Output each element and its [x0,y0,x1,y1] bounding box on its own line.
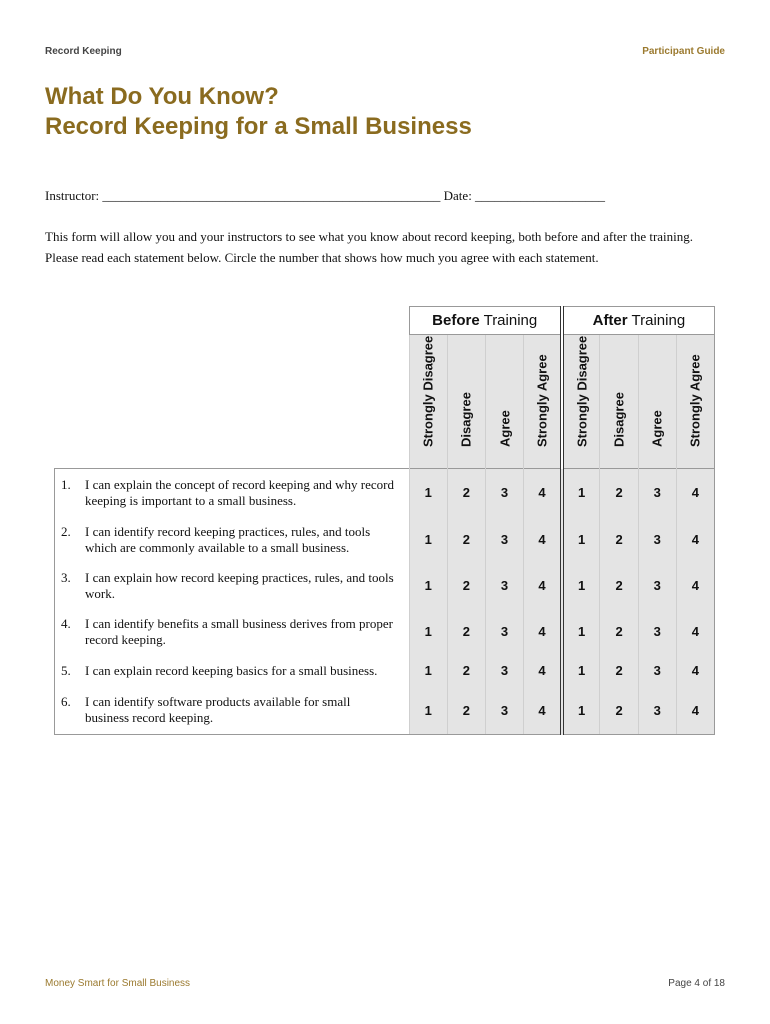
rating-after-1[interactable]: 1 [562,655,600,687]
rating-before-4[interactable]: 4 [524,563,562,609]
rating-after-4[interactable]: 4 [676,609,714,655]
rating-after-3[interactable]: 3 [638,687,676,735]
footer-page-number: Page 4 of 18 [668,978,725,989]
rating-after-1[interactable]: 1 [562,469,600,517]
rating-after-1[interactable]: 1 [562,687,600,735]
rating-before-1[interactable]: 1 [409,469,447,517]
col-after-agree: Agree [638,335,676,469]
rating-before-1[interactable]: 1 [409,563,447,609]
table-row [55,609,715,655]
rating-after-1[interactable]: 1 [562,609,600,655]
col-before-agree: Agree [485,335,523,469]
col-before-strongly-agree: Strongly Agree [524,335,562,469]
rating-after-3[interactable]: 3 [638,517,676,563]
table-row [55,563,715,609]
table-row [55,517,715,563]
rating-before-2[interactable]: 2 [447,655,485,687]
rating-before-3[interactable]: 3 [485,609,523,655]
footer-program-name: Money Smart for Small Business [45,978,191,989]
rating-before-1[interactable]: 1 [409,655,447,687]
rating-after-1[interactable]: 1 [562,563,600,609]
rating-before-4[interactable]: 4 [524,687,562,735]
rating-after-4[interactable]: 4 [676,687,714,735]
rating-after-2[interactable]: 2 [600,655,638,687]
rating-after-3[interactable]: 3 [638,609,676,655]
statement-cell: 6. I can identify software products available for small business record keeping. [55,687,410,735]
survey-table [54,306,715,735]
rating-after-4[interactable]: 4 [676,655,714,687]
table-row [55,469,715,517]
rating-before-4[interactable]: 4 [524,469,562,517]
page-title [45,82,472,142]
rating-before-4[interactable]: 4 [524,655,562,687]
table-row [55,687,715,735]
statement-cell: 2. I can identify record keeping practices, rules, and tools which are commonly available to a small business. [55,517,410,563]
rating-before-1[interactable]: 1 [409,609,447,655]
rating-before-2[interactable]: 2 [447,563,485,609]
col-after-disagree: Disagree [600,335,638,469]
rating-before-4[interactable]: 4 [524,517,562,563]
rating-before-2[interactable]: 2 [447,469,485,517]
rating-after-2[interactable]: 2 [600,517,638,563]
rating-before-1[interactable]: 1 [409,517,447,563]
rating-after-4[interactable]: 4 [676,517,714,563]
rating-before-3[interactable]: 3 [485,469,523,517]
rating-after-4[interactable]: 4 [676,469,714,517]
rating-after-3[interactable]: 3 [638,563,676,609]
statement-cell: 1. I can explain the concept of record keeping and why record keeping is important to a small business. [55,469,410,517]
col-before-strongly-disagree: Strongly Disagree [409,335,447,469]
title-line-2: Record Keeping for a Small Business [45,113,472,140]
col-after-strongly-agree: Strongly Agree [676,335,714,469]
title-line-1: What Do You Know? [45,83,279,110]
rating-after-4[interactable]: 4 [676,563,714,609]
rating-before-4[interactable]: 4 [524,609,562,655]
instructor-date-line: Instructor: ____________________________________________________ Date: ____________________ [45,188,606,203]
col-before-disagree: Disagree [447,335,485,469]
group-header-row [55,307,715,335]
before-training-header: Before Training [409,307,562,335]
statement-cell: 3. I can explain how record keeping practices, rules, and tools work. [55,563,410,609]
rating-before-2[interactable]: 2 [447,687,485,735]
intro-paragraph: This form will allow you and your instructors to see what you know about record keeping, both before and after the training. Please read each statement below. Circle the number that shows how much you agree with each statement. [45,229,694,265]
rating-before-3[interactable]: 3 [485,563,523,609]
rating-after-3[interactable]: 3 [638,469,676,517]
running-header-section: Record Keeping [45,46,122,57]
rating-before-3[interactable]: 3 [485,655,523,687]
rating-after-2[interactable]: 2 [600,469,638,517]
statement-cell: 4. I can identify benefits a small business derives from proper record keeping. [55,609,410,655]
table-corner [55,307,410,469]
rating-before-3[interactable]: 3 [485,687,523,735]
col-after-strongly-disagree: Strongly Disagree [562,335,600,469]
statement-cell: 5. I can explain record keeping basics for a small business. [55,655,410,687]
rating-after-1[interactable]: 1 [562,517,600,563]
rating-before-2[interactable]: 2 [447,517,485,563]
rating-before-3[interactable]: 3 [485,517,523,563]
rating-after-3[interactable]: 3 [638,655,676,687]
after-training-header: After Training [562,307,715,335]
rating-before-2[interactable]: 2 [447,609,485,655]
rating-after-2[interactable]: 2 [600,609,638,655]
rating-after-2[interactable]: 2 [600,687,638,735]
table-row [55,655,715,687]
rating-before-1[interactable]: 1 [409,687,447,735]
rating-after-2[interactable]: 2 [600,563,638,609]
running-header-guide: Participant Guide [642,46,725,57]
